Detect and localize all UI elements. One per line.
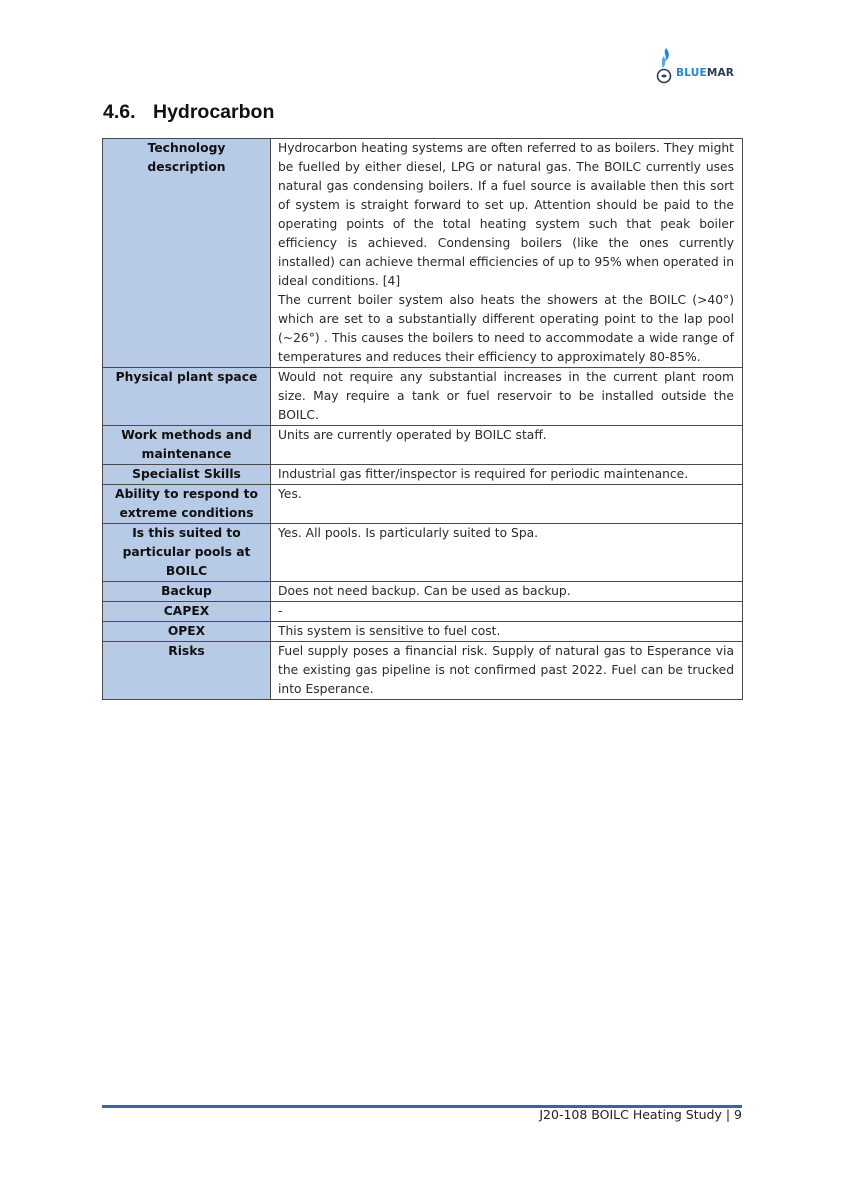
row-value: Does not need backup. Can be used as backup.: [271, 582, 743, 602]
row-label: Ability to respond to extreme conditions: [103, 485, 271, 524]
row-label: Risks: [103, 642, 271, 700]
row-label: Work methods and maintenance: [103, 426, 271, 465]
table-row: [103, 642, 743, 700]
row-value: Yes. All pools. Is particularly suited to Spa.: [271, 524, 743, 582]
table-row: [103, 485, 743, 524]
table-row: [103, 465, 743, 485]
row-label: Backup: [103, 582, 271, 602]
row-label: OPEX: [103, 622, 271, 642]
value-paragraph: Hydrocarbon heating systems are often referred to as boilers. They might be fuelled by either diesel, LPG or natural gas. The BOILC currently uses natural gas condensing boilers. If a fuel source is available then this sort of system is straight forward to set up. Attention should be paid to the operating points of the total heating system such that peak boiler efficiency is achieved. Condensing boilers (like the ones currently installed) can achieve thermal efficiencies of up to 95% when operated in ideal conditions. [4]: [278, 141, 734, 288]
value-paragraph: The current boiler system also heats the showers at the BOILC (>40°) which are set to a substantially different operating point to the lap pool (~26°) . This causes the boilers to need to accommodate a wide range of temperatures and reduces their efficiency to approximately 80-85%.: [278, 293, 734, 364]
logo-text-mar: MAR: [706, 67, 735, 79]
logo-text-blue: BLUE: [676, 67, 707, 79]
table-row: [103, 368, 743, 426]
row-label: Is this suited to particular pools at BOILC: [103, 524, 271, 582]
bluemar-logo: [654, 46, 744, 86]
row-value: Would not require any substantial increases in the current plant room size. May require a tank or fuel reservoir to be installed outside the BOILC.: [271, 368, 743, 426]
table-row: [103, 622, 743, 642]
technology-table: [102, 138, 743, 700]
row-value: Industrial gas fitter/inspector is required for periodic maintenance.: [271, 465, 743, 485]
row-value: Yes.: [271, 485, 743, 524]
section-heading: [103, 101, 274, 124]
table-row: [103, 582, 743, 602]
row-label: Physical plant space: [103, 368, 271, 426]
row-value: Fuel supply poses a financial risk. Supply of natural gas to Esperance via the existing gas pipeline is not confirmed past 2022. Fuel can be trucked into Esperance.: [271, 642, 743, 700]
row-label: CAPEX: [103, 602, 271, 622]
logo-wordmark: [676, 67, 734, 79]
section-number: 4.6.: [103, 101, 136, 123]
section-title: Hydrocarbon: [153, 101, 275, 123]
row-label: Technology description: [103, 139, 271, 368]
table-row: [103, 139, 743, 368]
table-row: [103, 602, 743, 622]
table-row: [103, 426, 743, 465]
flame-logo-icon: [654, 46, 680, 86]
footer-page-info: J20-108 BOILC Heating Study | 9: [539, 1107, 742, 1122]
row-value: -: [271, 602, 743, 622]
row-value: Units are currently operated by BOILC staff.: [271, 426, 743, 465]
row-label: Specialist Skills: [103, 465, 271, 485]
table-row: [103, 524, 743, 582]
row-value: This system is sensitive to fuel cost.: [271, 622, 743, 642]
row-value: [271, 139, 743, 368]
